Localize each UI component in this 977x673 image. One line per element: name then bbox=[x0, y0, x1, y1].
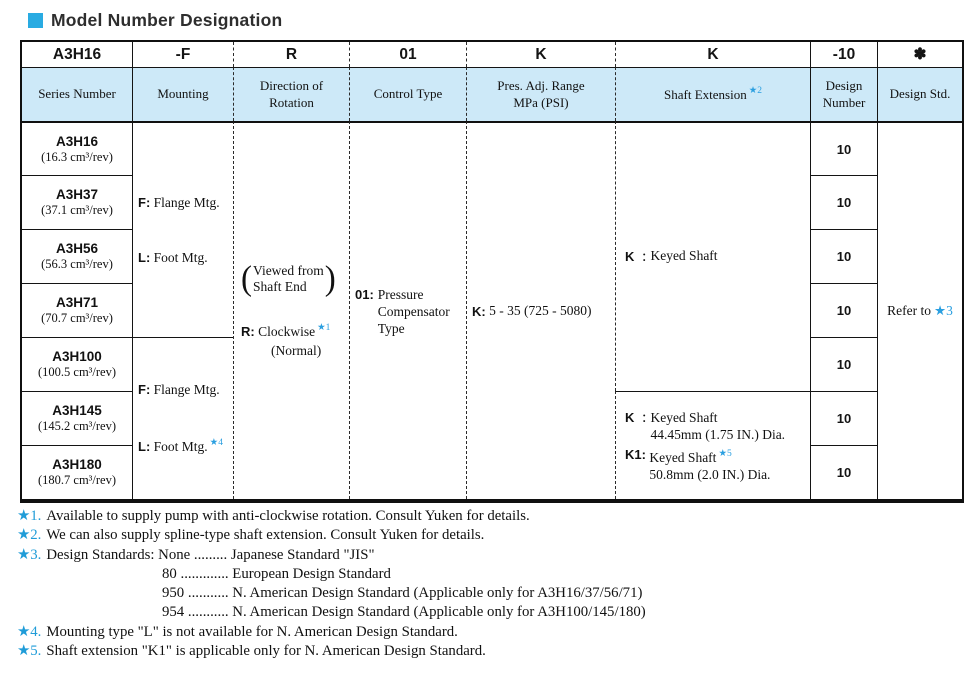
header-design-number: Design Number bbox=[810, 67, 877, 121]
header-mounting: Mounting bbox=[132, 67, 233, 121]
series-cell-a3h37: A3H37 (37.1 cm³/rev) bbox=[22, 175, 132, 229]
footnote-star-2-ref: ★2 bbox=[748, 86, 762, 97]
footnote-2: ★2. We can also supply spline-type shaft extension. Consult Yuken for details. bbox=[17, 526, 957, 545]
footnote-3: ★3. Design Standards: None ......... Japanese Standard "JIS" bbox=[17, 546, 957, 565]
footnote-star-4-ref: ★4 bbox=[209, 438, 223, 448]
code-cell-design-std: ✽ bbox=[877, 42, 962, 67]
mounting-cell-group2: F: Flange Mtg. L: Foot Mtg. $^{★4}$ bbox=[132, 337, 233, 499]
series-cell-a3h16: A3H16 (16.3 cm³/rev) bbox=[22, 121, 132, 175]
design-number-cell-7: 10 bbox=[810, 445, 877, 499]
footnote-3-continuation-954: 954 ........... N. American Design Standard (Applicable only for A3H100/145/180) bbox=[162, 604, 646, 621]
design-number-cell-1: 10 bbox=[810, 121, 877, 175]
design-number-cell-6: 10 bbox=[810, 391, 877, 445]
header-series-number: Series Number bbox=[22, 67, 132, 121]
footnote-5: ★5. Shaft extension "K1" is applicable only for N. American Design Standard. bbox=[17, 642, 957, 661]
header-control-type: Control Type bbox=[349, 67, 466, 121]
code-cell-series: A3H16 bbox=[52, 45, 102, 63]
footnote-star-5-ref: ★5 bbox=[718, 448, 732, 459]
code-cell-pressure: K bbox=[466, 42, 615, 67]
footnote-1: ★1. Available to supply pump with anti-clockwise rotation. Consult Yuken for details. bbox=[17, 507, 957, 526]
series-cell-a3h180: A3H180 (180.7 cm³/rev) bbox=[22, 445, 132, 499]
code-cell-shaft: K bbox=[615, 42, 810, 67]
footnote-star-1-ref: ★1 bbox=[317, 323, 331, 333]
code-cell-rotation: R bbox=[233, 42, 349, 67]
close-paren: ) bbox=[324, 260, 336, 298]
code-cell-mounting: -F bbox=[132, 42, 233, 67]
footnote-4-marker: ★4. bbox=[17, 623, 42, 640]
series-cell-a3h56: A3H56 (56.3 cm³/rev) bbox=[22, 229, 132, 283]
header-pressure-adj-range: Pres. Adj. Range MPa (PSI) bbox=[466, 67, 615, 121]
header-design-std: Design Std. bbox=[877, 67, 962, 121]
section-title-row bbox=[0, 0, 977, 33]
open-paren: ( bbox=[241, 260, 252, 298]
model-number-table bbox=[20, 40, 964, 503]
series-cell-a3h145: A3H145 (145.2 cm³/rev) bbox=[22, 391, 132, 445]
footnotes-block bbox=[17, 507, 957, 661]
shaft-extension-cell-group2: K : Keyed Shaft 44.45mm (1.75 IN.) Dia. K1: Keyed Shaft $^{★5}$ 50.8mm (2.0 IN.) Dia. bbox=[615, 391, 810, 499]
section-marker-icon bbox=[28, 13, 43, 28]
design-number-cell-5: 10 bbox=[810, 337, 877, 391]
design-number-cell-3: 10 bbox=[810, 229, 877, 283]
design-number-cell-2: 10 bbox=[810, 175, 877, 229]
direction-of-rotation-cell: ( Viewed from Shaft End ) R: Clockwise $^{★1}$ (Normal) bbox=[233, 121, 349, 499]
series-cell-a3h100: A3H100 (100.5 cm³/rev) bbox=[22, 337, 132, 391]
footnote-star-3-ref: ★3 bbox=[934, 303, 953, 318]
footnote-5-marker: ★5. bbox=[17, 643, 42, 660]
shaft-extension-cell-group1: K : Keyed Shaft bbox=[615, 121, 810, 391]
design-std-cell: Refer to ★3 bbox=[877, 121, 962, 499]
footnote-4: ★4. Mounting type "L" is not available for N. American Design Standard. bbox=[17, 623, 957, 642]
series-cell-a3h71: A3H71 (70.7 cm³/rev) bbox=[22, 283, 132, 337]
footnote-1-marker: ★1. bbox=[17, 508, 42, 524]
code-cell-design-number: -10 bbox=[810, 42, 877, 67]
header-direction-of-rotation: Direction of Rotation bbox=[233, 67, 349, 121]
viewed-from-shaft-end-note: ( Viewed from Shaft End ) bbox=[241, 260, 336, 298]
control-type-cell: 01: Pressure Compensator Type bbox=[349, 121, 466, 499]
code-cell-control: 01 bbox=[349, 42, 466, 67]
footnote-2-marker: ★2. bbox=[17, 527, 42, 544]
design-number-cell-4: 10 bbox=[810, 283, 877, 337]
footnote-3-marker: ★3. bbox=[17, 546, 42, 563]
pressure-adj-range-cell: K: 5 - 35 (725 - 5080) bbox=[466, 121, 615, 499]
footnote-3-continuation-950: 950 ........... N. American Design Standard (Applicable only for A3H16/37/56/71) bbox=[162, 585, 643, 602]
header-shaft-extension: Shaft Extension $^{★2}$ bbox=[615, 67, 810, 121]
page-title: Model Number Designation bbox=[51, 9, 283, 30]
footnote-3-continuation-80: 80 ............. European Design Standard bbox=[162, 565, 391, 582]
mounting-cell-group1: F: Flange Mtg. L: Foot Mtg. bbox=[132, 121, 233, 337]
